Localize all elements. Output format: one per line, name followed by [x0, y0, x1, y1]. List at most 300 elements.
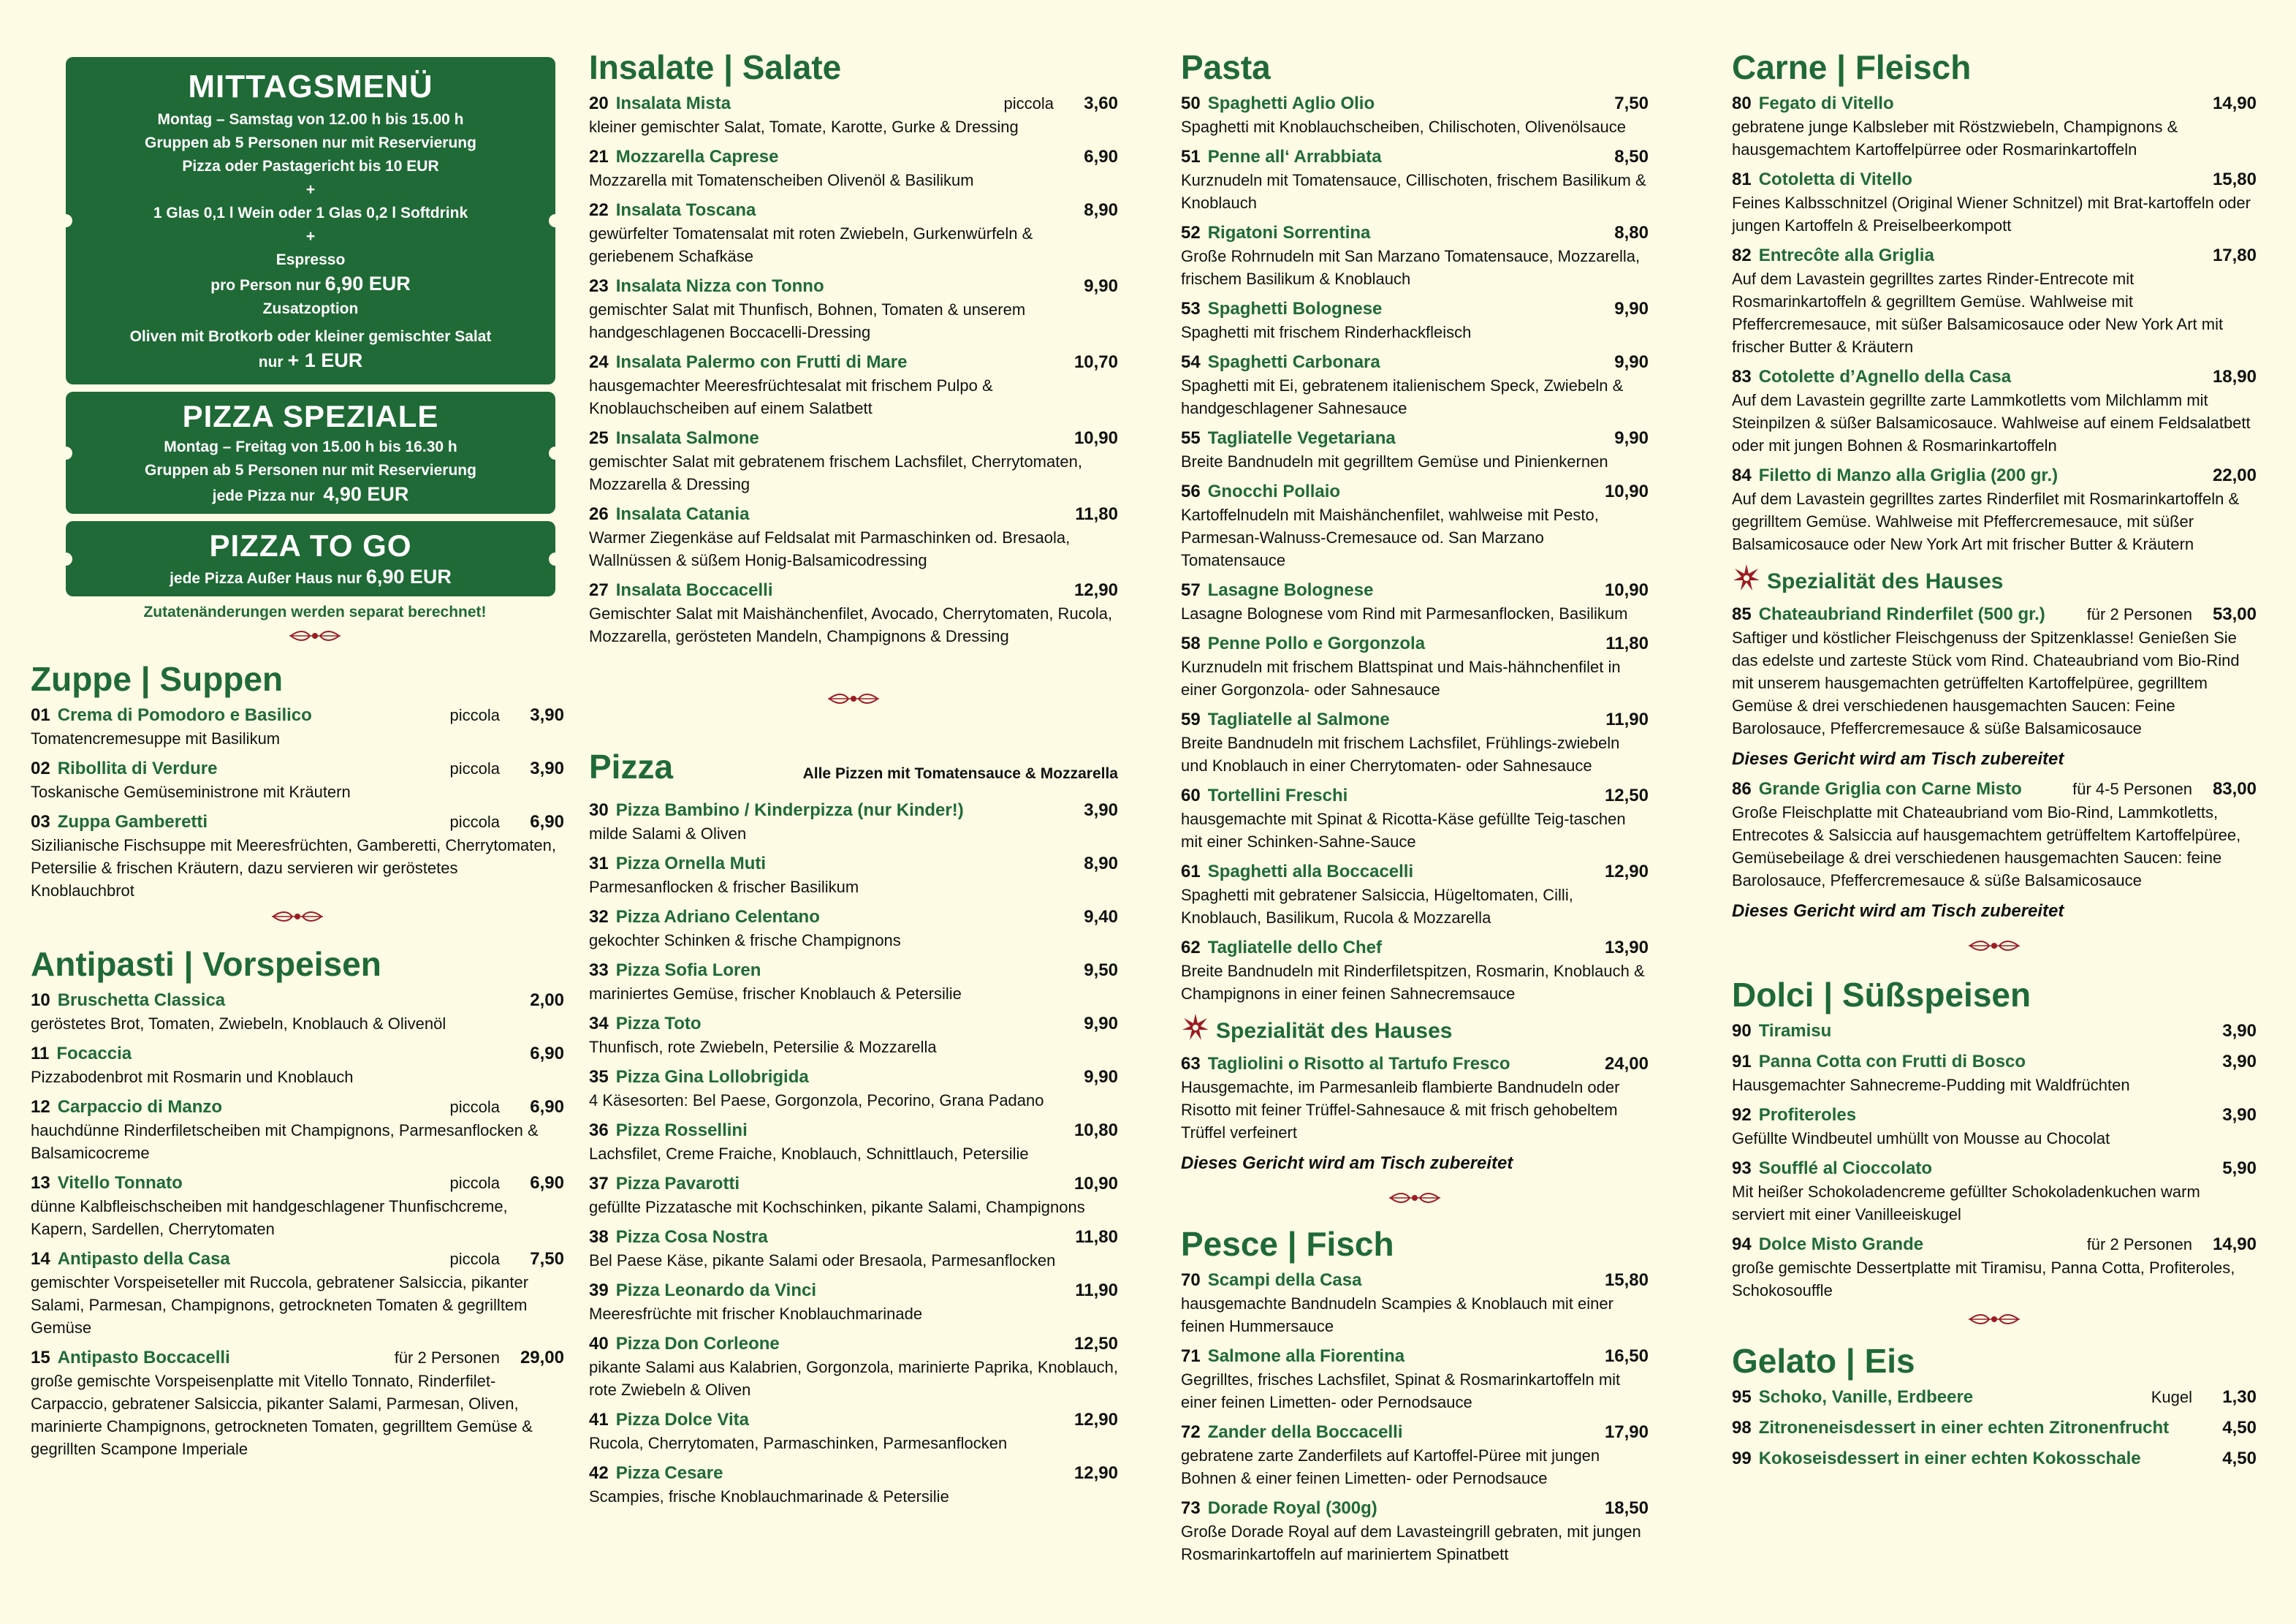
item-price: 3,60: [1084, 94, 1118, 113]
item-number: 91: [1732, 1052, 1752, 1071]
menu-item: [1732, 778, 2257, 892]
item-number: 10: [31, 990, 50, 1010]
item-price: 83,00: [2212, 779, 2257, 799]
item-size: piccola: [449, 759, 500, 778]
menu-item-head: [1181, 1497, 1649, 1520]
info-line: +: [305, 228, 316, 245]
item-name: Spaghetti Bolognese: [1207, 299, 1383, 319]
menu-item-head: [1732, 1416, 2257, 1440]
item-price: 9,90: [1614, 428, 1649, 448]
item-number: 51: [1181, 147, 1201, 167]
item-description: Lachsfilet, Creme Fraiche, Knoblauch, Schnittlauch, Petersilie: [589, 1145, 1029, 1163]
item-name: Tagliatelle al Salmone: [1207, 710, 1390, 729]
mittagsmenue-extra-title: Zusatzoption: [262, 300, 359, 317]
pizza-togo-title: PIZZA TO GO: [209, 528, 412, 563]
item-description: Große Fleischplatte mit Chateaubriand vom Bio-Rind, Lammkotletts, Entrecotes & Salsiccia auf hausgemachtem getrüffeltem Kartoffelpüree, Gemüsebeilage & drei verschiedenen hausgemachten Saucen: feine Barolosauce, Pfeffercremesauce & süße Balsamicosauce: [1732, 803, 2241, 889]
item-description: Hausgemachter Sahnecreme-Pudding mit Waldfrüchten: [1732, 1076, 2130, 1094]
menu-item-head: [1181, 480, 1649, 504]
item-number: 42: [589, 1463, 609, 1483]
item-number: 02: [31, 759, 50, 778]
menu-item: [589, 275, 1118, 344]
item-name: Pizza Don Corleone: [615, 1334, 780, 1354]
section-pasta: [1181, 47, 1649, 1176]
item-description: Feines Kalbsschnitzel (Original Wiener Schnitzel) mit Brat-kartoffeln oder jungen Kartoffeln & Preiselbeerkompott: [1732, 194, 2251, 235]
mittagsmenue-extra-line: Oliven mit Brotkorb oder kleiner gemischter Salat: [129, 328, 492, 345]
menu-item: [1732, 1447, 2257, 1471]
menu-item: [1732, 603, 2257, 740]
item-name: Pizza Dolce Vita: [615, 1410, 749, 1430]
item-description: Gegrilltes, frisches Lachsfilet, Spinat & Rosmarinkartoffeln mit einer feinen Limetten- oder Pernodsauce: [1181, 1370, 1621, 1411]
item-number: 84: [1732, 466, 1752, 485]
item-name: Kokoseisdessert in einer echten Kokosschale: [1758, 1449, 2141, 1468]
item-number: 59: [1181, 710, 1201, 729]
item-price: 9,90: [1084, 276, 1118, 296]
item-number: 33: [589, 960, 609, 980]
table-prep-note: Dieses Gericht wird am Tisch zubereitet: [1732, 749, 2064, 769]
section-title: [1732, 47, 2257, 88]
item-name: Panna Cotta con Frutti di Bosco: [1758, 1052, 2026, 1071]
menu-item-head: [31, 811, 564, 834]
item-name: Fegato di Vitello: [1758, 94, 1894, 113]
item-description: Auf dem Lavastein gegrillte zarte Lammkotletts vom Milchlamm mit Steinpilzen & süßer Balsamicosauce. Wahlweise auf einem Feldsalatbett oder mit jungen Bohnen & Rosmarinkartoffeln: [1732, 391, 2251, 455]
item-description: Auf dem Lavastein gegrilltes zartes Rinder-Entrecote mit Rosmarinkartoffeln & gegrilltem Gemüse. Wahlweise mit Pfeffercremesauce, mit süßer Balsamicosauce oder New York Art mit frischer Butter & Kräutern: [1732, 270, 2224, 356]
item-description: Saftiger und köstlicher Fleischgenuss der Spitzenklasse! Genießen Sie das edelste und zarteste Stück vom Rind. Chateaubriand vom Bio-Rind mit unserem hausgemachten getrüffelten Kartoffelpüree, gegrilltem Gemüse & drei verschiedenen hausgemachten Saucen: Feine Barolosauce, Pfeffercremesauce & süße Balsamicosauce: [1732, 629, 2240, 737]
menu-item: [589, 1408, 1118, 1454]
menu-item-head: [1181, 1052, 1649, 1076]
item-name: Penne all‘ Arrabbiata: [1207, 147, 1382, 167]
menu-item: [589, 1279, 1118, 1325]
item-number: 56: [1181, 482, 1201, 501]
item-number: 98: [1732, 1418, 1752, 1438]
item-name: Profiteroles: [1758, 1105, 1857, 1125]
menu-item: [1732, 168, 2257, 237]
item-description: Hausgemachte, im Parmesanleib flambierte Bandnudeln oder Risotto mit feiner Trüffel-Sahnesauce & mit frisch gehobeltem Trüffel verfeinert: [1181, 1078, 1620, 1142]
menu-item-head: [1181, 297, 1649, 321]
item-number: 22: [589, 200, 609, 220]
item-price: 2,00: [530, 990, 564, 1010]
section-title: [589, 746, 1118, 794]
menu-item-head: [31, 1172, 564, 1195]
item-size: piccola: [1003, 94, 1054, 113]
item-description: Auf dem Lavastein gegrilltes zartes Rinderfilet mit Rosmarinkartoffeln & gegrilltem Gemüse. Wahlweise mit Pfeffercremesauce, mit süßer Balsamicosauce oder New York Art mit frischer Butter & Kräutern: [1732, 490, 2240, 553]
ornament-divider: [31, 909, 564, 927]
menu-item-head: [589, 1462, 1118, 1485]
item-number: 81: [1732, 170, 1752, 189]
item-size: für 2 Personen: [2086, 1235, 2192, 1253]
item-name: Antipasto Boccacelli: [57, 1348, 230, 1367]
menu-item: [589, 1172, 1118, 1218]
section-title-text: Gelato | Eis: [1732, 1342, 1915, 1380]
item-description: Kurznudeln mit frischem Blattspinat und Mais-hähnchenfilet in einer Gorgonzola- oder Sahnesauce: [1181, 658, 1621, 699]
item-price: 9,40: [1084, 907, 1118, 927]
item-price: 8,90: [1084, 200, 1118, 220]
menu-item-head: [1181, 1345, 1649, 1368]
menu-item-head: [589, 92, 1118, 115]
item-description: gefüllte Pizzatasche mit Kochschinken, pikante Salami, Champignons: [589, 1198, 1085, 1216]
menu-item-head: [589, 1066, 1118, 1089]
menu-item: [589, 799, 1118, 845]
menu-item-head: [589, 799, 1118, 822]
item-name: Pizza Gina Lollobrigida: [615, 1067, 809, 1087]
zutaten-note: Zutatenänderungen werden separat berechnet!: [143, 604, 487, 621]
item-price: 7,50: [1614, 94, 1649, 113]
menu-item: [31, 1172, 564, 1240]
item-price: 8,80: [1614, 223, 1649, 243]
item-price: 3,90: [1084, 800, 1118, 820]
item-price: 9,90: [1084, 1067, 1118, 1087]
item-description: Kartoffelnudeln mit Maishänchenfilet, wahlweise mit Pesto, Parmesan-Walnuss-Cremesauce od. San Marzano Tomatensauce: [1181, 506, 1599, 569]
info-line: 1 Glas 0,1 l Wein oder 1 Glas 0,2 l Softdrink: [153, 205, 468, 221]
item-price: 12,50: [1073, 1334, 1118, 1354]
section-title-text: Dolci | Süßspeisen: [1732, 976, 2031, 1014]
item-number: 86: [1732, 779, 1752, 799]
menu-item: [1732, 92, 2257, 161]
section-antipasti: [31, 944, 564, 1460]
menu-item: [589, 1066, 1118, 1112]
menu-item-head: [1732, 1386, 2257, 1409]
item-name: Mozzarella Caprese: [615, 147, 779, 167]
menu-item-head: [1732, 1020, 2257, 1043]
pizza-togo-price: jede Pizza Außer Haus nur 6,90 EUR: [170, 566, 452, 588]
item-size: für 2 Personen: [394, 1348, 500, 1367]
item-name: Insalata Mista: [615, 94, 731, 113]
item-number: 53: [1181, 299, 1201, 319]
item-name: Pizza Cesare: [615, 1463, 723, 1483]
ornament-icon: [1388, 1191, 1442, 1209]
item-number: 12: [31, 1097, 50, 1117]
item-number: 52: [1181, 223, 1201, 243]
menu-item-head: [1181, 784, 1649, 808]
menu-item-head: [1181, 1269, 1649, 1292]
section-title-text: Pasta: [1181, 48, 1271, 86]
section-fisch: [1181, 1223, 1649, 1566]
menu-item-head: [1181, 221, 1649, 245]
item-name: Soufflé al Cioccolato: [1758, 1158, 1933, 1178]
item-number: 15: [31, 1348, 50, 1367]
item-name: Insalata Catania: [615, 504, 750, 524]
item-description: hausgemachter Meeresfrüchtesalat mit frischem Pulpo & Knoblauchscheiben auf einem Salatbett: [589, 376, 993, 417]
item-name: Insalata Boccacelli: [615, 580, 773, 600]
column-4: [1732, 47, 2257, 1478]
menu-item-head: [1181, 427, 1649, 450]
ornament-divider: [1732, 1312, 2257, 1330]
item-description: große gemischte Dessertplatte mit Tiramisu, Panna Cotta, Profiteroles, Schokosouffle: [1732, 1259, 2235, 1299]
pizza-speziale-title: PIZZA SPEZIALE: [182, 399, 439, 433]
item-description: Breite Bandnudeln mit frischem Lachsfilet, Frühlings-zwiebeln und Knoblauch in einer Cherrytomaten- oder Sahnesauce: [1181, 734, 1620, 775]
item-name: Bruschetta Classica: [57, 990, 226, 1010]
item-price: 53,00: [2212, 604, 2257, 624]
item-name: Cotoletta di Vitello: [1758, 170, 1912, 189]
menu-item-head: [1181, 579, 1649, 602]
item-price: 10,80: [1073, 1120, 1118, 1140]
menu-item-head: [31, 704, 564, 727]
item-name: Tagliatelle Vegetariana: [1207, 428, 1396, 448]
item-number: 83: [1732, 367, 1752, 387]
section-title-text: Zuppe | Suppen: [31, 660, 284, 698]
menu-item-head: [1181, 92, 1649, 115]
item-name: Spaghetti alla Boccacelli: [1207, 862, 1414, 881]
item-number: 94: [1732, 1234, 1752, 1254]
menu-item-head: [1732, 603, 2257, 626]
item-price: 3,90: [2222, 1052, 2257, 1071]
section-title: [1732, 1340, 2257, 1381]
info-line: +: [305, 181, 316, 198]
item-number: 39: [589, 1280, 609, 1300]
item-name: Spaghetti Aglio Olio: [1207, 94, 1375, 113]
item-price: 13,90: [1604, 938, 1649, 957]
item-name: Chateaubriand Rinderfilet (500 gr.): [1758, 604, 2045, 624]
menu-item: [1732, 1386, 2257, 1409]
item-description: gekochter Schinken & frische Champignons: [589, 931, 901, 949]
menu-item-head: [1732, 365, 2257, 389]
item-price: 1,30: [2222, 1387, 2257, 1407]
section-salate: [589, 47, 1118, 648]
menu-item: [1181, 92, 1649, 138]
menu-item: [31, 757, 564, 803]
item-description: Sizilianische Fischsuppe mit Meeresfrüchten, Gamberetti, Cherrytomaten, Petersilie & frischen Kräutern, dazu servieren wir geröstetes Knoblauchbrot: [31, 836, 556, 900]
menu-item-head: [589, 959, 1118, 982]
item-number: 36: [589, 1120, 609, 1140]
item-name: Pizza Toto: [615, 1014, 702, 1033]
menu-item-head: [589, 1332, 1118, 1356]
star-icon: [1181, 1012, 1216, 1050]
item-price: 18,90: [2212, 367, 2257, 387]
item-name: Antipasto della Casa: [57, 1249, 230, 1269]
item-description: Spaghetti mit frischem Rinderhackfleisch: [1181, 323, 1472, 341]
section-title-text: Insalate | Salate: [589, 48, 842, 86]
item-number: 01: [31, 705, 50, 725]
item-description: milde Salami & Oliven: [589, 824, 747, 843]
item-name: Dorade Royal (300g): [1207, 1498, 1377, 1518]
item-number: 90: [1732, 1021, 1752, 1041]
item-number: 99: [1732, 1449, 1752, 1468]
menu-item-head: [1181, 708, 1649, 732]
menu-item: [589, 503, 1118, 572]
item-size: piccola: [449, 706, 500, 724]
ornament-divider: [1732, 938, 2257, 957]
special-title: [1181, 1012, 1649, 1050]
item-size: für 2 Personen: [2086, 605, 2192, 623]
info-line: Espresso: [275, 251, 346, 268]
menu-item-head: [1732, 1104, 2257, 1127]
item-number: 37: [589, 1174, 609, 1194]
item-number: 03: [31, 812, 50, 832]
menu-item: [1181, 145, 1649, 214]
item-number: 63: [1181, 1054, 1201, 1074]
item-description: Große Dorade Royal auf dem Lavasteingrill gebraten, mit jungen Rosmarinkartoffeln auf mariniertem Spinatbett: [1181, 1522, 1641, 1563]
item-number: 40: [589, 1334, 609, 1354]
column-2: [589, 47, 1118, 1515]
item-name: Pizza Sofia Loren: [615, 960, 761, 980]
item-price: 6,90: [530, 1097, 564, 1117]
item-description: Parmesanflocken & frischer Basilikum: [589, 878, 859, 896]
info-line: Gruppen ab 5 Personen nur mit Reservierung: [145, 134, 476, 151]
menu-item-head: [1732, 168, 2257, 191]
item-price: 15,80: [2212, 170, 2257, 189]
menu-item: [1181, 1421, 1649, 1490]
item-name: Ribollita di Verdure: [57, 759, 218, 778]
item-name: Dolce Misto Grande: [1758, 1234, 1924, 1254]
menu-item-head: [31, 757, 564, 781]
menu-item-head: [1732, 778, 2257, 801]
item-number: 11: [31, 1044, 50, 1063]
item-description: Große Rohrnudeln mit San Marzano Tomatensauce, Mozzarella, frischem Basilikum & Knoblauch: [1181, 247, 1641, 288]
item-name: Pizza Rossellini: [615, 1120, 748, 1140]
item-price: 18,50: [1604, 1498, 1649, 1518]
item-number: 92: [1732, 1105, 1752, 1125]
item-description: Spaghetti mit gebratener Salsiccia, Hügeltomaten, Cilli, Knoblauch, Basilikum, Rucola & Mozzarella: [1181, 886, 1573, 927]
item-description: dünne Kalbfleischscheiben mit handgeschlagener Thunfischcreme, Kapern, Sardellen, Cherrytomaten: [31, 1197, 508, 1238]
item-number: 60: [1181, 786, 1201, 805]
menu-item: [589, 906, 1118, 952]
menu-item: [1732, 464, 2257, 555]
menu-item-head: [589, 145, 1118, 169]
menu-item: [589, 959, 1118, 1005]
item-description: Pizzabodenbrot mit Rosmarin und Knoblauch: [31, 1068, 354, 1086]
item-description: Breite Bandnudeln mit gegrilltem Gemüse und Pinienkernen: [1181, 452, 1608, 471]
menu-item: [1732, 1020, 2257, 1043]
item-description: 4 Käsesorten: Bel Paese, Gorgonzola, Pecorino, Grana Padano: [589, 1091, 1044, 1109]
item-size: piccola: [449, 813, 500, 831]
item-price: 11,90: [1605, 710, 1649, 729]
menu-item: [1181, 297, 1649, 344]
ornament-icon: [270, 909, 324, 927]
pizza-speziale-lines: [73, 436, 548, 482]
ornament-icon: [826, 691, 881, 710]
menu-item: [589, 1332, 1118, 1401]
item-number: 41: [589, 1410, 609, 1430]
menu-item-head: [589, 1012, 1118, 1036]
item-name: Pizza Leonardo da Vinci: [615, 1280, 816, 1300]
menu-item: [589, 427, 1118, 496]
item-price: 10,70: [1073, 352, 1118, 372]
menu-item-head: [589, 427, 1118, 450]
info-line: Montag – Freitag von 15.00 h bis 16.30 h: [164, 439, 457, 455]
menu-item: [589, 1012, 1118, 1058]
special-title: [1732, 563, 2257, 600]
item-price: 6,90: [530, 812, 564, 832]
item-number: 71: [1181, 1346, 1201, 1366]
menu-item: [1181, 1269, 1649, 1337]
item-number: 34: [589, 1014, 609, 1033]
table-prep-note: Dieses Gericht wird am Tisch zubereitet: [1181, 1153, 1513, 1173]
item-price: 7,50: [530, 1249, 564, 1269]
item-description: Rucola, Cherrytomaten, Parmaschinken, Parmesanflocken: [589, 1434, 1008, 1452]
item-price: 17,80: [2212, 246, 2257, 265]
menu-item-head: [31, 1346, 564, 1370]
mittagsmenue-title: MITTAGSMENÜ: [188, 69, 433, 105]
menu-item-head: [589, 503, 1118, 526]
item-description: hausgemachte Bandnudeln Scampies & Knoblauch mit einer feinen Hummersauce: [1181, 1294, 1613, 1335]
menu-item: [1181, 221, 1649, 290]
menu-item: [589, 1119, 1118, 1165]
item-size: piccola: [449, 1098, 500, 1116]
item-name: Tiramisu: [1758, 1021, 1832, 1041]
menu-item: [31, 811, 564, 902]
section-title: [31, 659, 564, 699]
item-price: 6,90: [530, 1173, 564, 1193]
item-price: 6,90: [530, 1044, 564, 1063]
menu-item: [1732, 1233, 2257, 1302]
item-price: 3,90: [2222, 1105, 2257, 1125]
menu-item: [1181, 860, 1649, 929]
item-description: Mit heißer Schokoladencreme gefüllter Schokoladenkuchen warm serviert mit einer Vanilleeiskugel: [1732, 1183, 2200, 1223]
item-price: 17,90: [1604, 1422, 1649, 1442]
pizza-speziale-price: jede Pizza nur 4,90 EUR: [212, 483, 409, 505]
item-number: 93: [1732, 1158, 1752, 1178]
item-number: 57: [1181, 580, 1201, 600]
menu-item-head: [1732, 1233, 2257, 1256]
item-number: 31: [589, 854, 609, 873]
item-name: Tortellini Freschi: [1207, 786, 1348, 805]
menu-item-head: [589, 275, 1118, 298]
item-name: Zander della Boccacelli: [1207, 1422, 1403, 1442]
item-description: gewürfelter Tomatensalat mit roten Zwiebeln, Gurkenwürfeln & geriebenem Schafkäse: [589, 224, 1033, 265]
item-description: pikante Salami aus Kalabrien, Gorgonzola, marinierte Paprika, Knoblauch, rote Zwiebeln & Oliven: [589, 1358, 1118, 1399]
menu-item-head: [1732, 244, 2257, 267]
item-name: Gnocchi Pollaio: [1207, 482, 1341, 501]
column-1: [31, 47, 564, 1468]
item-price: 8,50: [1614, 147, 1649, 167]
menu-item: [1732, 1050, 2257, 1096]
menu-item: [1732, 1104, 2257, 1150]
item-price: 12,90: [1604, 862, 1649, 881]
menu-item-head: [1181, 632, 1649, 656]
item-description: Spaghetti mit Knoblauchscheiben, Chilischoten, Olivenölsauce: [1181, 118, 1627, 136]
item-price: 10,90: [1604, 482, 1649, 501]
menu-item-head: [589, 579, 1118, 602]
item-name: Insalata Toscana: [615, 200, 756, 220]
menu-item: [31, 704, 564, 750]
item-name: Pizza Cosa Nostra: [615, 1227, 768, 1247]
menu-item: [589, 1462, 1118, 1508]
menu-item: [1732, 244, 2257, 358]
ornament-divider: [1181, 1191, 1649, 1209]
info-line: Montag – Samstag von 12.00 h bis 15.00 h: [157, 111, 464, 128]
item-name: Insalata Nizza con Tonno: [615, 276, 824, 296]
menu-item: [1732, 1157, 2257, 1226]
table-prep-note: Dieses Gericht wird am Tisch zubereitet: [1732, 901, 2064, 921]
item-price: 15,80: [1604, 1270, 1649, 1290]
item-price: 12,90: [1073, 1463, 1118, 1483]
item-description: Kurznudeln mit Tomatensauce, Cillischoten, frischem Basilikum & Knoblauch: [1181, 171, 1646, 212]
menu-item-head: [589, 1226, 1118, 1249]
mittagsmenue-box: [66, 57, 555, 384]
item-number: 21: [589, 147, 609, 167]
menu-item-head: [1732, 1157, 2257, 1180]
menu-item-head: [1181, 351, 1649, 374]
menu-item-head: [1732, 1447, 2257, 1471]
menu-item: [31, 1248, 564, 1339]
section-note: Alle Pizzen mit Tomatensauce & Mozzarella: [802, 765, 1118, 782]
item-number: 30: [589, 800, 609, 820]
section-title: [31, 944, 564, 984]
item-price: 29,00: [520, 1348, 564, 1367]
item-name: Tagliolini o Risotto al Tartufo Fresco: [1207, 1054, 1510, 1074]
item-number: 62: [1181, 938, 1201, 957]
item-price: 9,90: [1084, 1014, 1118, 1033]
section-title-text: Pesce | Fisch: [1181, 1225, 1394, 1263]
section-title-text: Carne | Fleisch: [1732, 48, 1972, 86]
menu-item: [1181, 784, 1649, 853]
item-number: 70: [1181, 1270, 1201, 1290]
menu-item: [1181, 708, 1649, 777]
item-name: Entrecôte alla Griglia: [1758, 246, 1934, 265]
item-number: 26: [589, 504, 609, 524]
item-description: Warmer Ziegenkäse auf Feldsalat mit Parmaschinken od. Bresaola, Wallnüssen & süßem Honig-Balsamicodressing: [589, 528, 1071, 569]
menu-item: [589, 351, 1118, 420]
special-title-text: Spezialität des Hauses: [1216, 1018, 1453, 1043]
